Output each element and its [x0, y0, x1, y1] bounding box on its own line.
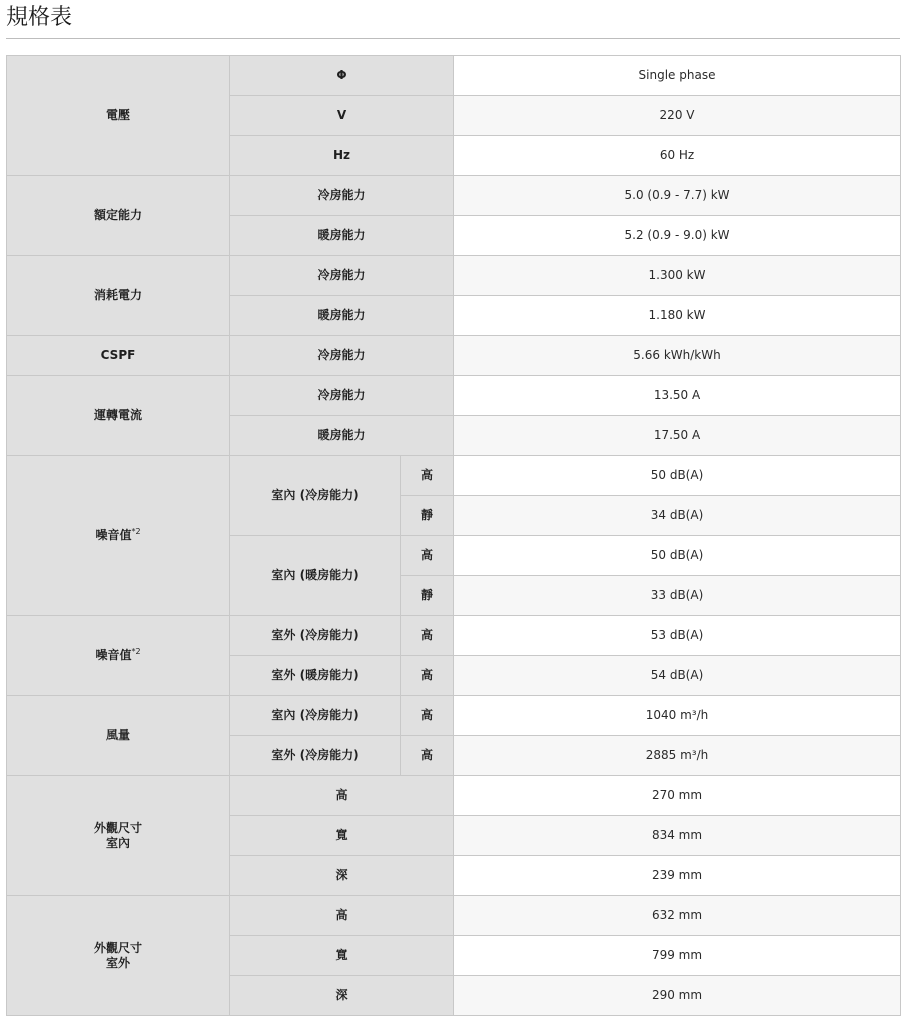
table-row [7, 616, 901, 656]
table-row [7, 896, 901, 936]
sub-label-cooling: 冷房能力 [230, 336, 454, 376]
page-title: 規格表 [6, 5, 73, 30]
table-row [7, 456, 901, 496]
table-row [7, 176, 901, 216]
row-header-dimensions-outdoor [7, 896, 230, 1016]
value-current-cooling: 13.50 A [454, 376, 901, 416]
sub-label-cooling: 冷房能力 [230, 176, 454, 216]
row-header-noise-indoor [7, 456, 230, 616]
value-indoor-height: 270 mm [454, 776, 901, 816]
level-label: 靜 [401, 576, 454, 616]
value-noise-outdoor-heating: 54 dB(A) [454, 656, 901, 696]
sub-label-outdoor-cooling: 室外 (冷房能力) [230, 736, 401, 776]
value-cspf: 5.66 kWh/kWh [454, 336, 901, 376]
sub-label-voltage: V [230, 96, 454, 136]
value-airflow-indoor: 1040 m³/h [454, 696, 901, 736]
value-rated-cooling: 5.0 (0.9 - 7.7) kW [454, 176, 901, 216]
value-outdoor-width: 799 mm [454, 936, 901, 976]
sub-label-cooling: 冷房能力 [230, 256, 454, 296]
value-outdoor-height: 632 mm [454, 896, 901, 936]
value-noise-indoor-heating-high: 50 dB(A) [454, 536, 901, 576]
row-header-label: 噪音值 [95, 528, 132, 542]
sub-label-indoor-heating: 室內 (暖房能力) [230, 536, 401, 616]
value-outdoor-depth: 290 mm [454, 976, 901, 1016]
value-noise-indoor-heating-quiet: 33 dB(A) [454, 576, 901, 616]
value-indoor-depth: 239 mm [454, 856, 901, 896]
row-header-label: 外觀尺寸 [93, 820, 142, 835]
sub-label-height: 高 [230, 776, 454, 816]
sub-label-phase: Φ [230, 56, 454, 96]
row-header-noise-outdoor [7, 616, 230, 696]
row-header-sublabel: 室外 [105, 955, 130, 970]
sub-label-width: 寬 [230, 936, 454, 976]
sub-label-heating: 暖房能力 [230, 296, 454, 336]
table-row [7, 256, 901, 296]
table-row [7, 336, 901, 376]
row-header-label: 外觀尺寸 [93, 940, 142, 955]
spec-table [6, 55, 901, 1016]
table-row [7, 776, 901, 816]
sub-label-indoor-cooling: 室內 (冷房能力) [230, 456, 401, 536]
value-voltage: 220 V [454, 96, 901, 136]
level-label: 高 [401, 736, 454, 776]
sub-label-outdoor-cooling: 室外 (冷房能力) [230, 616, 401, 656]
value-consumption-cooling: 1.300 kW [454, 256, 901, 296]
level-label: 高 [401, 616, 454, 656]
row-header-rated-capacity: 額定能力 [7, 176, 230, 256]
sub-label-depth: 深 [230, 856, 454, 896]
value-indoor-width: 834 mm [454, 816, 901, 856]
sub-label-depth: 深 [230, 976, 454, 1016]
sub-label-outdoor-heating: 室外 (暖房能力) [230, 656, 401, 696]
table-row [7, 56, 901, 96]
level-label: 高 [401, 536, 454, 576]
table-row [7, 376, 901, 416]
sub-label-cooling: 冷房能力 [230, 376, 454, 416]
value-rated-heating: 5.2 (0.9 - 9.0) kW [454, 216, 901, 256]
value-airflow-outdoor: 2885 m³/h [454, 736, 901, 776]
row-header-power-consumption: 消耗電力 [7, 256, 230, 336]
value-consumption-heating: 1.180 kW [454, 296, 901, 336]
value-current-heating: 17.50 A [454, 416, 901, 456]
value-frequency: 60 Hz [454, 136, 901, 176]
sub-label-indoor-cooling: 室內 (冷房能力) [230, 696, 401, 736]
level-label: 靜 [401, 496, 454, 536]
value-noise-indoor-cooling-high: 50 dB(A) [454, 456, 901, 496]
table-row [7, 696, 901, 736]
row-header-cspf: CSPF [7, 336, 230, 376]
row-header-sublabel: 室內 [105, 835, 130, 850]
sub-label-heating: 暖房能力 [230, 416, 454, 456]
row-header-dimensions-indoor [7, 776, 230, 896]
level-label: 高 [401, 456, 454, 496]
row-header-power: 電壓 [7, 56, 230, 176]
footnote-marker: *2 [131, 647, 141, 656]
sub-label-frequency: Hz [230, 136, 454, 176]
row-header-airflow: 風量 [7, 696, 230, 776]
value-noise-indoor-cooling-quiet: 34 dB(A) [454, 496, 901, 536]
level-label: 高 [401, 656, 454, 696]
row-header-label: 噪音值 [95, 648, 132, 662]
value-phase: Single phase [454, 56, 901, 96]
title-divider [6, 38, 900, 39]
level-label: 高 [401, 696, 454, 736]
row-header-running-current: 運轉電流 [7, 376, 230, 456]
sub-label-heating: 暖房能力 [230, 216, 454, 256]
sub-label-height: 高 [230, 896, 454, 936]
footnote-marker: *2 [131, 527, 141, 536]
value-noise-outdoor-cooling: 53 dB(A) [454, 616, 901, 656]
sub-label-width: 寬 [230, 816, 454, 856]
